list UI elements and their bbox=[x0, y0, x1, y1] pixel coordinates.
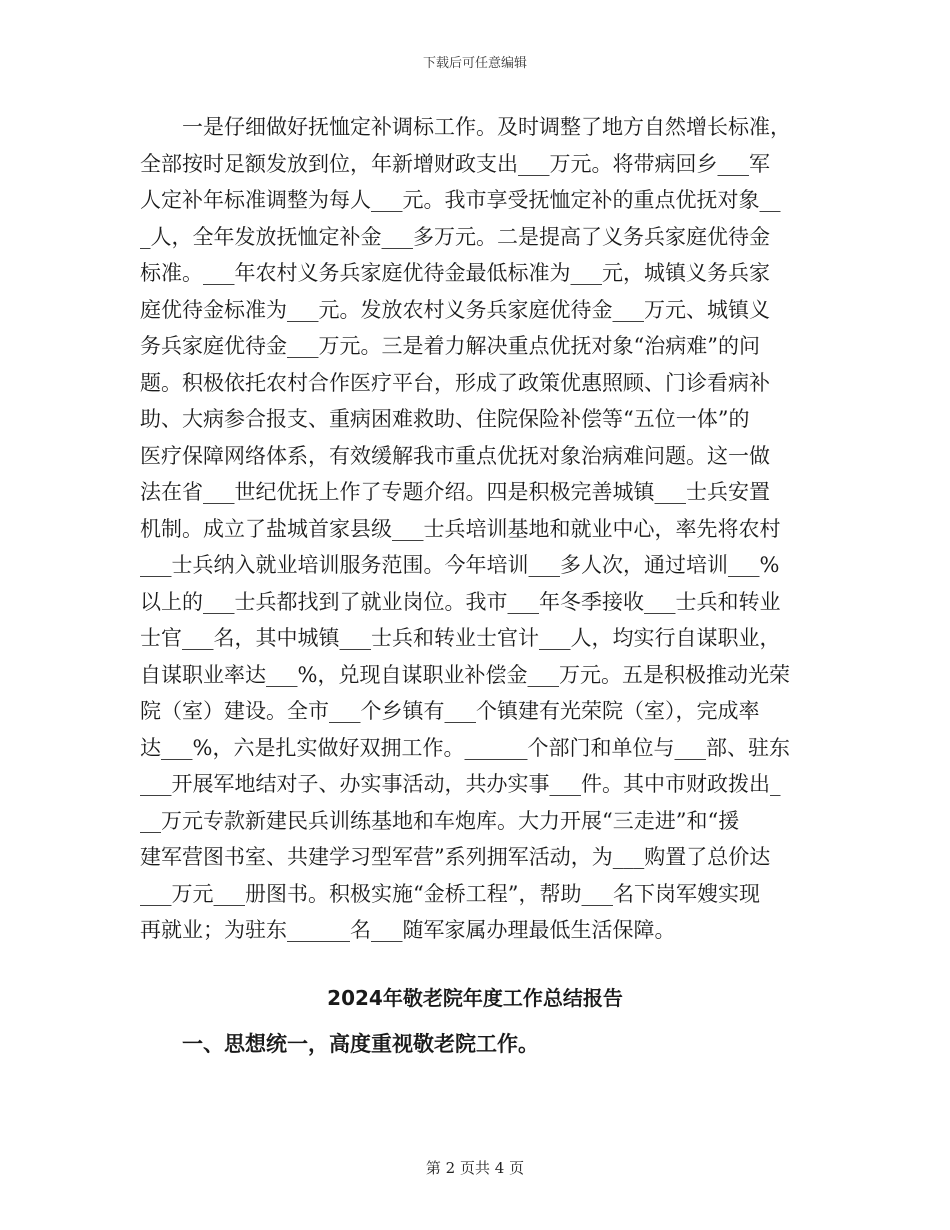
body-line: 达___%，六是扎实做好双拥工作。______个部门和单位与___部、驻东 bbox=[140, 735, 790, 760]
body-line: 以上的___士兵都找到了就业岗位。我市___年冬季接收___士兵和转业 bbox=[140, 589, 781, 614]
body-line: ___开展军地结对子、办实事活动，共办实事___件。其中市财政拨出_ bbox=[140, 772, 781, 796]
body-line: 人定补年标准调整为每人___元。我市享受抚恤定补的重点优抚对象__ bbox=[140, 188, 781, 212]
body-paragraph bbox=[140, 109, 812, 949]
body-line: 建军营图书室、共建学习型军营”系列拥军活动，为___购置了总价达 bbox=[140, 845, 771, 869]
body-line: 机制。成立了盐城首家县级___士兵培训基地和就业中心，率先将农村 bbox=[140, 516, 781, 541]
body-line: ___士兵纳入就业培训服务范围。今年培训___多人次，通过培训___% bbox=[140, 553, 780, 577]
body-line: 助、大病参合报支、重病困难救助、住院保险补偿等“五位一体”的 bbox=[140, 407, 750, 431]
body-line: 再就业；为驻东______名___随军家属办理最低生活保障。 bbox=[140, 918, 676, 942]
body-line: 题。积极依托农村合作医疗平台，形成了政策优惠照顾、门诊看病补 bbox=[140, 370, 770, 395]
body-line: ___万元___册图书。积极实施“金桥工程”，帮助___名下岗军嫂实现 bbox=[140, 881, 760, 906]
body-line: 自谋职业率达___%，兑现自谋职业补偿金___万元。五是积极推动光荣 bbox=[140, 662, 790, 687]
body-line: 法在省___世纪优抚上作了专题介绍。四是积极完善城镇___士兵安置 bbox=[140, 480, 770, 504]
body-line: 标准。___年农村义务兵家庭优待金最低标准为___元，城镇义务兵家 bbox=[140, 261, 770, 285]
body-line: 一是仔细做好抚恤定补调标工作。及时调整了地方自然增长标准， bbox=[182, 115, 791, 139]
section-heading: 一、思想统一，高度重视敬老院工作。 bbox=[182, 1032, 539, 1056]
body-line: 院（室）建设。全市___个乡镇有___个镇建有光荣院（室），完成率 bbox=[140, 699, 760, 723]
body-line: 全部按时足额发放到位，年新增财政支出___万元。将带病回乡___军 bbox=[140, 151, 770, 176]
body-line: __万元专款新建民兵训练基地和车炮库。大力开展“三走进”和“援 bbox=[140, 808, 740, 833]
body-line: 医疗保障网络体系，有效缓解我市重点优抚对象治病难问题。这一做 bbox=[140, 443, 770, 468]
body-line: 务兵家庭优待金___万元。三是着力解决重点优抚对象“治病难”的问 bbox=[140, 334, 760, 358]
body-line: _人，全年发放抚恤定补金___多万元。二是提高了义务兵家庭优待金 bbox=[140, 224, 770, 249]
report-title: 2024年敬老院年度工作总结报告 bbox=[327, 986, 623, 1010]
body-line: 庭优待金标准为___元。发放农村义务兵家庭优待金___万元、城镇义 bbox=[140, 297, 770, 322]
body-line: 士官___名，其中城镇___士兵和转业士官计___人，均实行自谋职业， bbox=[140, 626, 781, 650]
page-number: 第 2 页共 4 页 bbox=[425, 1159, 525, 1177]
page-header: 下载后可任意编辑 bbox=[422, 56, 527, 71]
